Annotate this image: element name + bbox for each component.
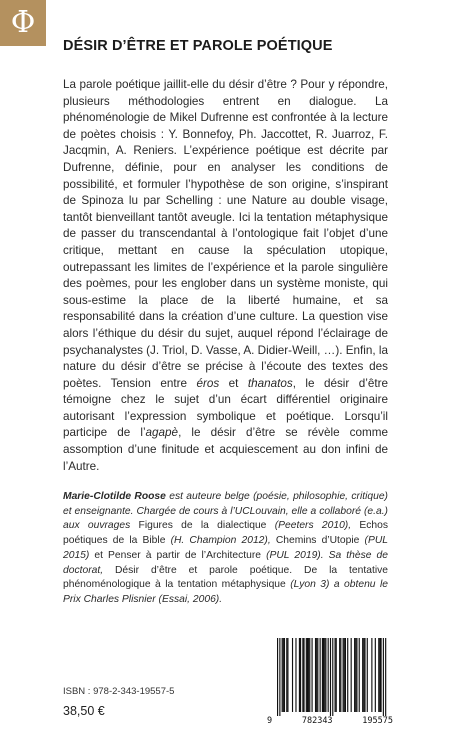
barcode-bar: [355, 638, 356, 712]
bio-segment: Chemins d’Utopie: [275, 535, 365, 547]
blurb-segment: La parole poétique jaillit-elle du désir d’être ? Pour y répondre, plusieurs méthodologies entrent en dialogue. La phénoménologie de Mikel Dufrenne est confrontée à la lecture de poètes choisis : Y. Bonnefoy, Ph. Jaccottet, R. Juarroz, F. Jacqmin, A. Reniers. L’expérience poétique est décrite par Dufrenne, définie, pour en analyser les conditions de possibilité, et formuler l’hypothèse de son origine, s’inspirant de Spinoza lu par Schelling : une Nature au double visage, tantôt bienveillant tantôt aveugle. Ici la tentation métaphysique de passer du transcendantal à l’ontologique fait l’objet d’une critique, mettant en cause la spéculation utopique, outrepassant les limites de l’expérience et la parole singulière des poèmes, pour les englober dans un système moniste, qui sous-estime la place de la liberté humaine, et sa responsabilité dans la création d’une culture. La question vise alors l’éthique du désir du sujet, auquel répond l’éclairage de psychanalystes (J. Triol, D. Vasse, A. Didier-Weill, …). Enfin, la nature du désir d’être se précise à l’écoute des textes des poètes. Tension entre: [63, 78, 388, 390]
barcode-bar: [339, 638, 340, 712]
barcode-bar: [371, 638, 372, 712]
bio-segment: Désir d’être et parole poétique. De la tentative phénoménologique à la tentation métaphysique: [63, 564, 388, 591]
back-cover-blurb: [63, 77, 388, 475]
phi-logo-glyph: Φ: [10, 5, 36, 40]
barcode-bar: [284, 638, 285, 712]
blurb-segment: et: [219, 376, 248, 390]
barcode-bar: [347, 638, 348, 712]
barcode-bar: [381, 638, 382, 712]
barcode-bar: [335, 638, 336, 712]
barcode-bar: [385, 638, 386, 716]
barcode-bar: [332, 638, 333, 716]
bio-italic-segment: est auteure belge (poésie, philosophie, critique) et enseignante. Chargée de cours à l’UCLouvain, elle a collaboré (e.a.) aux ouvrages: [63, 491, 388, 532]
barcode-bar: [383, 638, 384, 716]
barcode-bar: [323, 638, 324, 712]
barcode-bar: [344, 638, 345, 712]
barcode-bar: [354, 638, 355, 712]
barcode-bar: [292, 638, 293, 712]
barcode-bar: [351, 638, 352, 712]
price-label: 38,50 €: [63, 704, 105, 718]
author-name: Marie-Clotilde Roose: [63, 491, 166, 502]
barcode-bar: [316, 638, 317, 712]
barcode-bars: [269, 636, 393, 716]
barcode-bar: [340, 638, 341, 712]
barcode-bar: [375, 638, 376, 712]
barcode-bar: [308, 638, 309, 712]
bio-italic-segment: (Lyon 3) a obtenu le Prix Charles Plisnier (Essai, 2006).: [63, 579, 388, 605]
barcode-bar: [307, 638, 308, 712]
barcode-bar: [295, 638, 296, 712]
barcode-bar: [356, 638, 357, 712]
barcode-bar: [277, 638, 278, 716]
barcode-bar: [320, 638, 321, 712]
bio-segment: et Penser à partir de l’Architecture: [94, 549, 267, 561]
blurb-italic-segment: thanatos: [247, 376, 293, 390]
author-bio: [63, 490, 388, 608]
barcode-bar: [286, 638, 287, 712]
barcode-bar: [359, 638, 360, 712]
barcode-bar: [362, 638, 363, 712]
barcode-bar: [328, 638, 329, 712]
barcode-bar: [343, 638, 344, 712]
barcode-bar: [367, 638, 368, 712]
bio-italic-segment: (Peeters 2010),: [274, 520, 360, 532]
barcode-bar: [287, 638, 288, 712]
barcode-bar: [325, 638, 326, 712]
barcode-bar: [317, 638, 318, 712]
barcode-bar: [315, 638, 316, 712]
barcode-digits: [269, 716, 393, 726]
barcode-bar: [282, 638, 283, 712]
barcode-bar: [300, 638, 301, 712]
barcode-bar: [283, 638, 284, 712]
barcode-bar: [345, 638, 346, 712]
barcode-bar: [306, 638, 307, 712]
barcode-bar: [324, 638, 325, 712]
barcode-bar: [336, 638, 337, 712]
barcode-bar: [299, 638, 300, 712]
barcode-bar: [379, 638, 380, 712]
barcode-bar: [312, 638, 313, 712]
barcode-bar: [279, 638, 280, 716]
barcode-bar: [309, 638, 310, 712]
bio-italic-segment: (PUL 2015): [63, 535, 388, 561]
blurb-italic-segment: agapè: [145, 426, 179, 440]
barcode-digit-group: 195575: [362, 716, 393, 726]
barcode-bar: [322, 638, 323, 712]
blurb-segment: , le désir d’être se révèle comme assomption d’une finitude et acquiescement au don infini de l’Autre.: [63, 426, 388, 473]
bio-italic-segment: (PUL 2019). Sa thèse de doctorat,: [63, 549, 388, 576]
isbn-label: ISBN : 978-2-343-19557-5: [63, 686, 175, 697]
barcode: [269, 636, 393, 728]
bio-segment: Echos poétiques de la Bible: [63, 520, 389, 547]
book-title: DÉSIR D’ÊTRE ET PAROLE POÉTIQUE: [63, 38, 333, 54]
barcode-digit-group: 9: [267, 716, 273, 726]
barcode-bar: [363, 638, 364, 712]
barcode-bar: [364, 638, 365, 712]
bio-italic-segment: (H. Champion 2012),: [170, 535, 276, 547]
barcode-bar: [303, 638, 304, 712]
bio-segment: Figures de la dialectique: [138, 520, 275, 532]
publisher-logo: [0, 0, 46, 46]
barcode-bar: [378, 638, 379, 712]
blurb-segment: , le désir d’être témoigne chez le sujet d’un écart différentiel originaire autorisant l’expression symbolique et poétique. Lorsqu’il participe de l’: [63, 376, 388, 440]
barcode-bar: [330, 638, 331, 716]
blurb-italic-segment: éros: [196, 376, 220, 390]
barcode-bar: [302, 638, 303, 712]
barcode-digit-group: 782343: [301, 716, 333, 726]
